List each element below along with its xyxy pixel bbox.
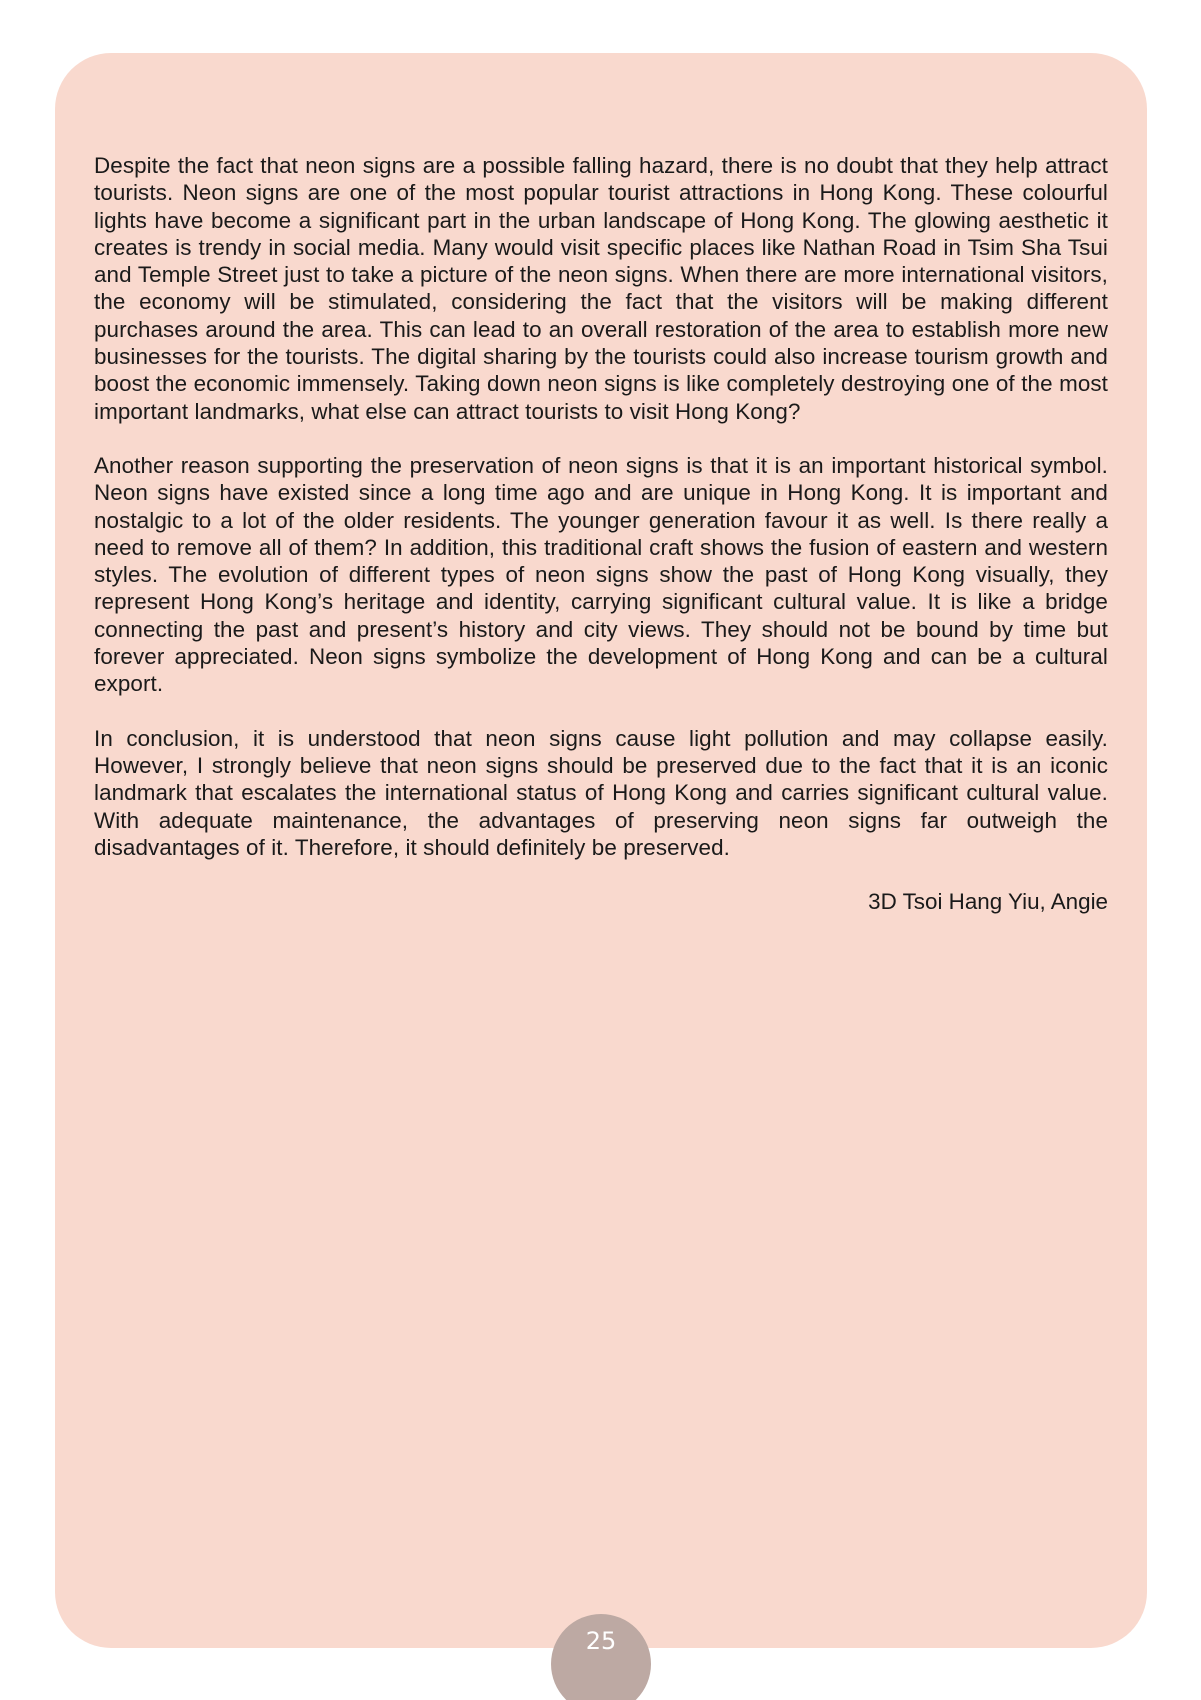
- paragraph-conclusion: In conclusion, it is understood that neon signs cause light pollution and may collapse easily. However, I strongly believe that neon signs should be preserved due to the fact that it is an iconic landmark that escalates the international status of Hong Kong and carries significant cultural value. With adequate maintenance, the advantages of preserving neon signs far outweigh the disadvantages of it. Therefore, it should definitely be preserved.: [94, 725, 1108, 860]
- paragraph-heritage: Another reason supporting the preservation of neon signs is that it is an important historical symbol. Neon signs have existed since a long time ago and are unique in Hong Kong. It is important and nostalgic to a lot of the older residents. The younger generation favour it as well. Is there really a need to remove all of them? In addition, this traditional craft shows the fusion of eastern and western styles. The evolution of different types of neon signs show the past of Hong Kong visually, they represent Hong Kong’s heritage and identity, carrying significant cultural value. It is like a bridge connecting the past and present’s history and city views. They should not be bound by time but forever appreciated. Neon signs symbolize the development of Hong Kong and can be a cultural export.: [94, 452, 1108, 697]
- article-body: [94, 152, 1108, 915]
- author-signature: 3D Tsoi Hang Yiu, Angie: [868, 889, 1108, 915]
- page-number-badge: 25: [551, 1614, 651, 1700]
- paragraph-tourism: Despite the fact that neon signs are a possible falling hazard, there is no doubt that they help attract tourists. Neon signs are one of the most popular tourist attractions in Hong Kong. These colourful lights have become a significant part in the urban landscape of Hong Kong. The glowing aesthetic it creates is trendy in social media. Many would visit specific places like Nathan Road in Tsim Sha Tsui and Temple Street just to take a picture of the neon signs. When there are more international visitors, the economy will be stimulated, considering the fact that the visitors will be making different purchases around the area. This can lead to an overall restoration of the area to establish more new businesses for the tourists. The digital sharing by the tourists could also increase tourism growth and boost the economic immensely. Taking down neon signs is like completely destroying one of the most important landmarks, what else can attract tourists to visit Hong Kong?: [94, 153, 1108, 424]
